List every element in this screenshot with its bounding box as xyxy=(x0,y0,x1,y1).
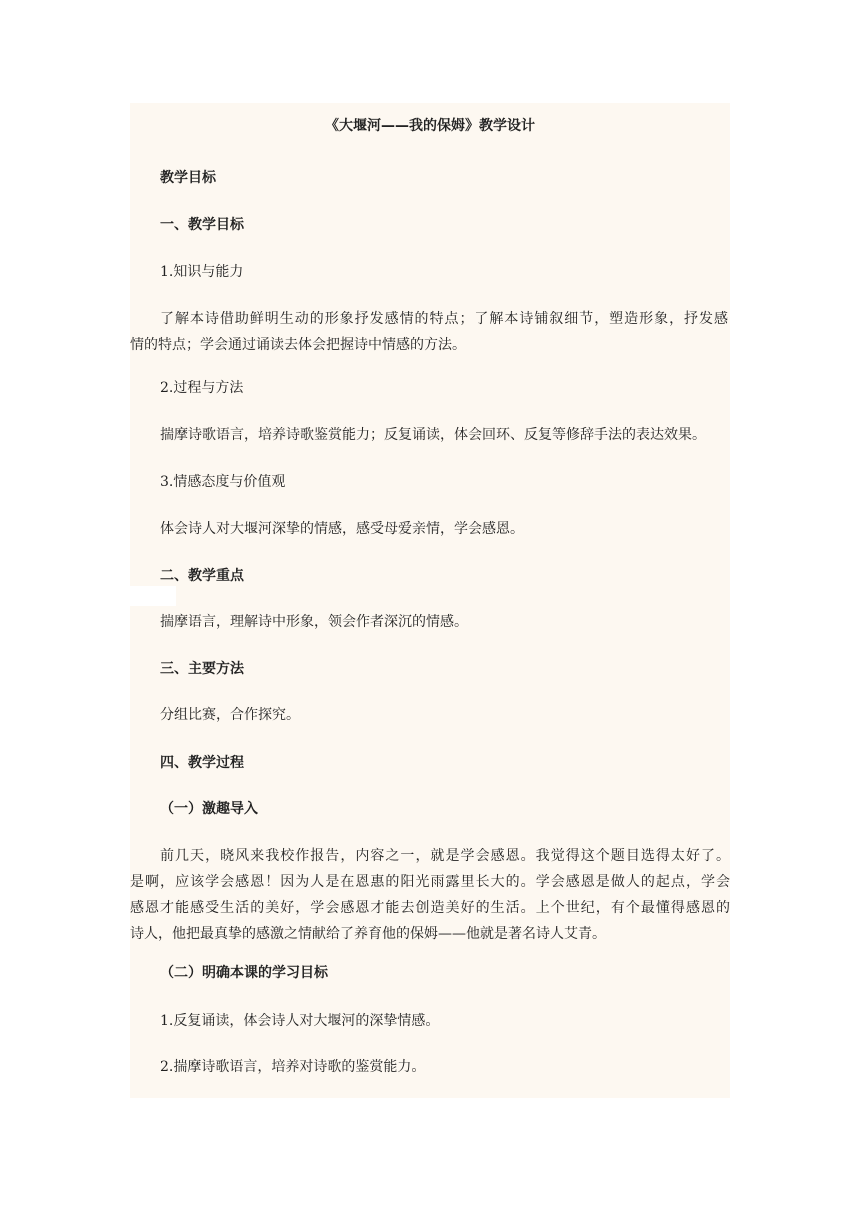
goal-item-3-title: 3.情感态度与价值观 xyxy=(160,474,286,490)
section-heading-goals: 一、教学目标 xyxy=(160,217,244,233)
section-heading-focus: 二、教学重点 xyxy=(160,568,244,584)
page-notch xyxy=(130,586,176,606)
paragraph-line: 了解本诗借助鲜明生动的形象抒发感情的特点；了解本诗铺叙细节，塑造形象，抒发感 xyxy=(160,311,728,327)
goal-item-1-paragraph xyxy=(130,306,730,358)
focus-text: 揣摩语言，理解诗中形象，领会作者深沉的情感。 xyxy=(160,614,468,630)
paragraph-line: 情的特点；学会通过诵读去体会把握诗中情感的方法。 xyxy=(130,337,466,353)
paragraph-line: 前几天，晓风来我校作报告，内容之一，就是学会感恩。我觉得这个题目选得太好了。 xyxy=(160,848,730,864)
section-heading-process: 四、教学过程 xyxy=(160,755,244,771)
document-title: 《大堰河——我的保姆》教学设计 xyxy=(325,118,535,134)
intro-paragraph xyxy=(130,843,730,947)
objective-item-1: 1.反复诵读，体会诗人对大堰河的深挚情感。 xyxy=(160,1013,440,1029)
methods-text: 分组比赛，合作探究。 xyxy=(160,707,300,723)
goal-item-1-title: 1.知识与能力 xyxy=(160,264,244,280)
goal-item-3-text: 体会诗人对大堰河深挚的情感，感受母爱亲情，学会感恩。 xyxy=(160,521,524,537)
subsection-heading-objectives: （二）明确本课的学习目标 xyxy=(160,965,328,981)
objective-item-2: 2.揣摩诗歌语言，培养对诗歌的鉴赏能力。 xyxy=(160,1059,426,1075)
paragraph-line: 感恩才能感受生活的美好，学会感恩才能去创造美好的生活。上个世纪，有个最懂得感恩的 xyxy=(130,900,730,916)
paragraph-line: 诗人，他把最真挚的感激之情献给了养育他的保姆——他就是著名诗人艾青。 xyxy=(130,926,606,942)
subsection-heading-intro: （一）激趣导入 xyxy=(160,801,258,817)
document-page xyxy=(130,103,730,1098)
paragraph-line: 揣摩诗歌语言，培养诗歌鉴赏能力；反复诵读，体会回环、反复等修辞手法的表达效果。 xyxy=(160,427,706,443)
main-heading: 教学目标 xyxy=(160,170,216,186)
goal-item-2-paragraph xyxy=(130,422,730,448)
goal-item-2-title: 2.过程与方法 xyxy=(160,380,244,396)
section-heading-methods: 三、主要方法 xyxy=(160,661,244,677)
paragraph-line: 是啊，应该学会感恩！因为人是在恩惠的阳光雨露里长大的。学会感恩是做人的起点，学会 xyxy=(130,874,730,890)
